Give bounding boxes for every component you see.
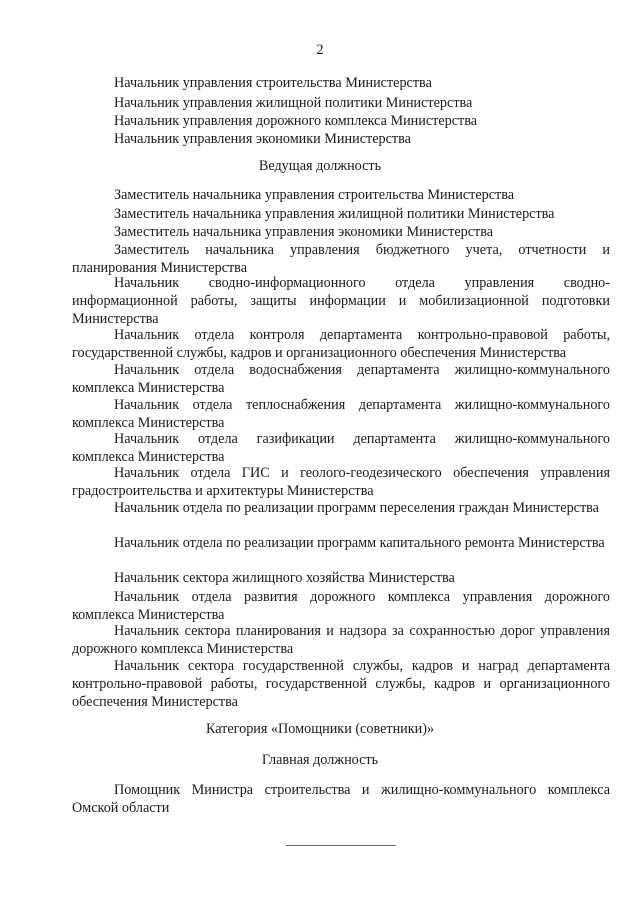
- position-line: Начальник управления экономики Министерства: [114, 131, 411, 147]
- position-paragraph: Начальник отдела контроля департамента контрольно-правовой работы, государственной службы, кадров и организационного обеспечения Министерства: [72, 327, 610, 361]
- section-heading-category: Категория «Помощники (советники)»: [205, 721, 435, 737]
- position-paragraph: Начальник сводно-информационного отдела управления сводно-информационной работы, защиты информации и мобилизационной подготовки Министерства: [72, 275, 610, 327]
- position-line: Начальник управления жилищной политики Министерства: [114, 95, 473, 111]
- section-heading-leading: Ведущая должность: [258, 158, 382, 174]
- position-line: Начальник управления дорожного комплекса Министерства: [114, 113, 478, 129]
- position-line: Заместитель начальника управления строительства Министерства: [114, 187, 515, 203]
- position-paragraph: Помощник Министра строительства и жилищно-коммунального комплекса Омской области: [72, 782, 610, 816]
- position-paragraph: Заместитель начальника управления бюджетного учета, отчетности и планирования Министерства: [72, 242, 610, 276]
- footer-divider: [286, 845, 396, 846]
- position-paragraph: Начальник отдела газификации департамента жилищно-коммунального комплекса Министерства: [72, 431, 610, 465]
- position-paragraph: Начальник отдела теплоснабжения департамента жилищно-коммунального комплекса Министерства: [72, 397, 610, 431]
- position-paragraph: Начальник сектора государственной службы, кадров и наград департамента контрольно-правовой работы, государственной службы, кадров и организационного обеспечения Министерства: [72, 658, 610, 710]
- position-paragraph: Начальник отдела по реализации программ переселения граждан Министерства: [114, 500, 599, 516]
- position-line: Заместитель начальника управления жилищной политики Министерства: [114, 206, 555, 222]
- position-paragraph: Начальник отдела по реализации программ капитального ремонта Министерства: [114, 535, 605, 551]
- page-number: 2: [316, 42, 324, 58]
- position-paragraph: Начальник отдела водоснабжения департамента жилищно-коммунального комплекса Министерства: [72, 362, 610, 396]
- position-paragraph: Начальник отдела ГИС и геолого-геодезического обеспечения управления градостроительства и архитектуры Министерства: [72, 465, 610, 499]
- position-line: Начальник управления строительства Министерства: [114, 75, 432, 91]
- section-heading-main: Главная должность: [261, 752, 379, 768]
- position-paragraph: Начальник сектора жилищного хозяйства Министерства: [114, 570, 455, 586]
- position-paragraph: Начальник отдела развития дорожного комплекса управления дорожного комплекса Министерства: [72, 589, 610, 623]
- position-line: Заместитель начальника управления экономики Министерства: [114, 224, 494, 240]
- position-paragraph: Начальник сектора планирования и надзора за сохранностью дорог управления дорожного комплекса Министерства: [72, 623, 610, 657]
